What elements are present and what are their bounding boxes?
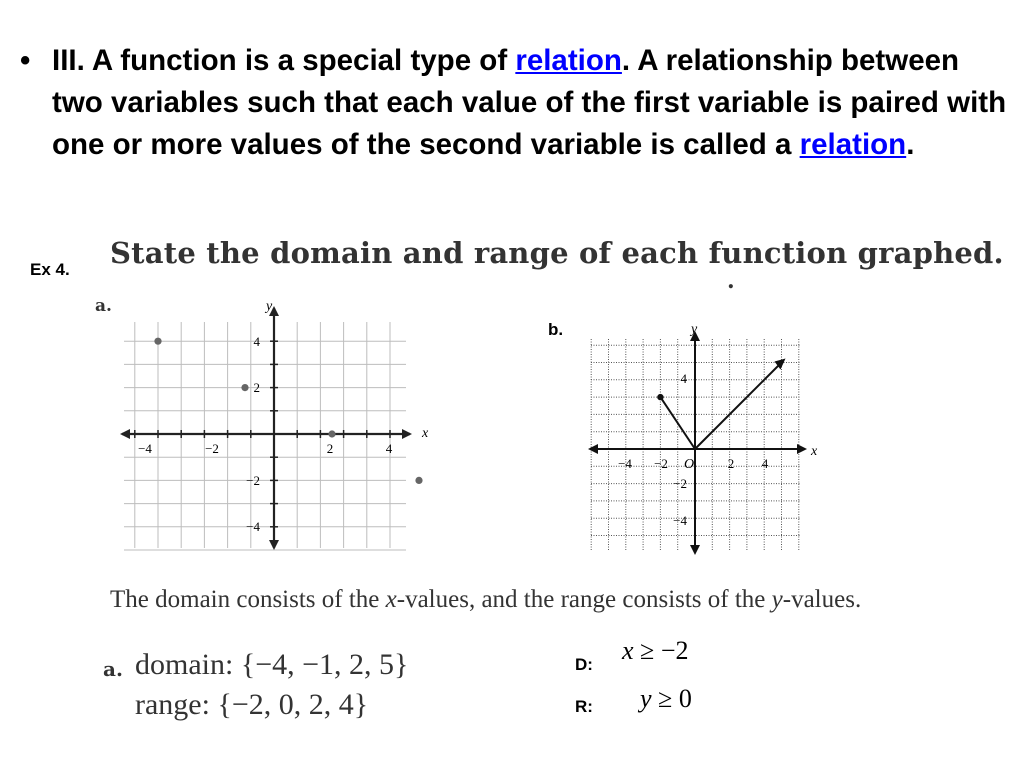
graph-a-grid xyxy=(124,322,406,550)
explanation-y-var: y xyxy=(771,586,783,613)
graph-b-ytick-neg2: −2 xyxy=(673,476,687,491)
graph-a-point xyxy=(328,430,335,437)
example-heading: State the domain and range of each function graphed. xyxy=(110,236,1004,270)
graph-a-y-axis xyxy=(269,306,279,550)
answer-a-label: a. xyxy=(103,657,123,681)
answer-b-domain xyxy=(622,636,688,666)
para-prefix: III. A function is a special type of xyxy=(52,44,516,77)
explanation-text xyxy=(110,586,861,614)
explanation-pre: The domain consists of the xyxy=(110,586,386,613)
answer-b-r-rel: ≥ 0 xyxy=(658,684,692,713)
graph-a-xtick-4: 4 xyxy=(385,441,393,456)
relation-link-1[interactable]: relation xyxy=(515,44,622,77)
bullet-symbol: • xyxy=(20,44,31,77)
example-label: Ex 4. xyxy=(30,260,70,279)
graph-a-ytick-4: 4 xyxy=(253,334,260,349)
answer-b-r-label: R: xyxy=(575,697,593,716)
stray-mark: . xyxy=(727,268,735,294)
graph-b-xtick-neg4: −4 xyxy=(618,456,632,471)
explanation-end: -values. xyxy=(782,586,862,613)
explanation-mid: -values, and the range consists of the xyxy=(396,586,772,613)
para-middle: . A relationship between two variables such that each value of the first variable is paired with one or more values of the second variable is called a xyxy=(52,44,1007,161)
graph-b-right-ray xyxy=(695,363,782,450)
graph-b-ytick-neg4: −4 xyxy=(673,513,687,528)
graph-a-x-label: x xyxy=(422,426,429,441)
graph-b-x-label: x xyxy=(811,444,818,459)
graph-a xyxy=(110,296,460,556)
graph-b-y-label: y xyxy=(691,322,698,337)
graph-b xyxy=(583,315,833,560)
answer-a-range: range: {−2, 0, 2, 4} xyxy=(135,688,369,721)
para-end: . xyxy=(906,128,915,161)
graph-a-xtick-neg4: −4 xyxy=(138,441,152,456)
answer-b-d-label: D: xyxy=(575,655,593,674)
graph-a-point xyxy=(241,384,248,391)
graph-a-ytick-neg2: −2 xyxy=(246,473,260,488)
explanation-x-var: x xyxy=(385,586,397,613)
answer-b-range xyxy=(640,684,692,714)
answer-b-d-rel: ≥ −2 xyxy=(640,636,689,665)
graph-a-y-label: y xyxy=(266,299,273,314)
answer-b-r-var: y xyxy=(640,684,652,713)
graph-a-point xyxy=(415,477,422,484)
answer-b-d-var: x xyxy=(622,636,634,665)
graph-a-x-axis xyxy=(120,429,412,439)
graph-b-origin-label: O xyxy=(684,457,695,472)
relation-link-2[interactable]: relation xyxy=(799,128,907,161)
graph-a-xtick-neg2: −2 xyxy=(205,441,219,456)
graph-a-point xyxy=(154,338,161,345)
graph-b-endpoint xyxy=(657,394,663,400)
definition-text xyxy=(52,40,1010,166)
graph-b-ytick-4: 4 xyxy=(680,371,687,386)
graph-a-ytick-2: 2 xyxy=(253,380,260,395)
graph-b-label: b. xyxy=(548,320,564,339)
graph-a-label: a. xyxy=(95,296,112,316)
definition-paragraph xyxy=(20,40,1010,166)
answer-a-domain: domain: {−4, −1, 2, 5} xyxy=(135,648,409,681)
graph-b-curve xyxy=(657,359,785,450)
graph-a-xtick-2: 2 xyxy=(326,441,334,456)
graph-b-xtick-2: 2 xyxy=(727,456,735,471)
graph-b-xtick-4: 4 xyxy=(761,456,769,471)
graph-a-ytick-neg4: −4 xyxy=(246,519,260,534)
graph-b-xtick-neg2: −2 xyxy=(654,456,668,471)
